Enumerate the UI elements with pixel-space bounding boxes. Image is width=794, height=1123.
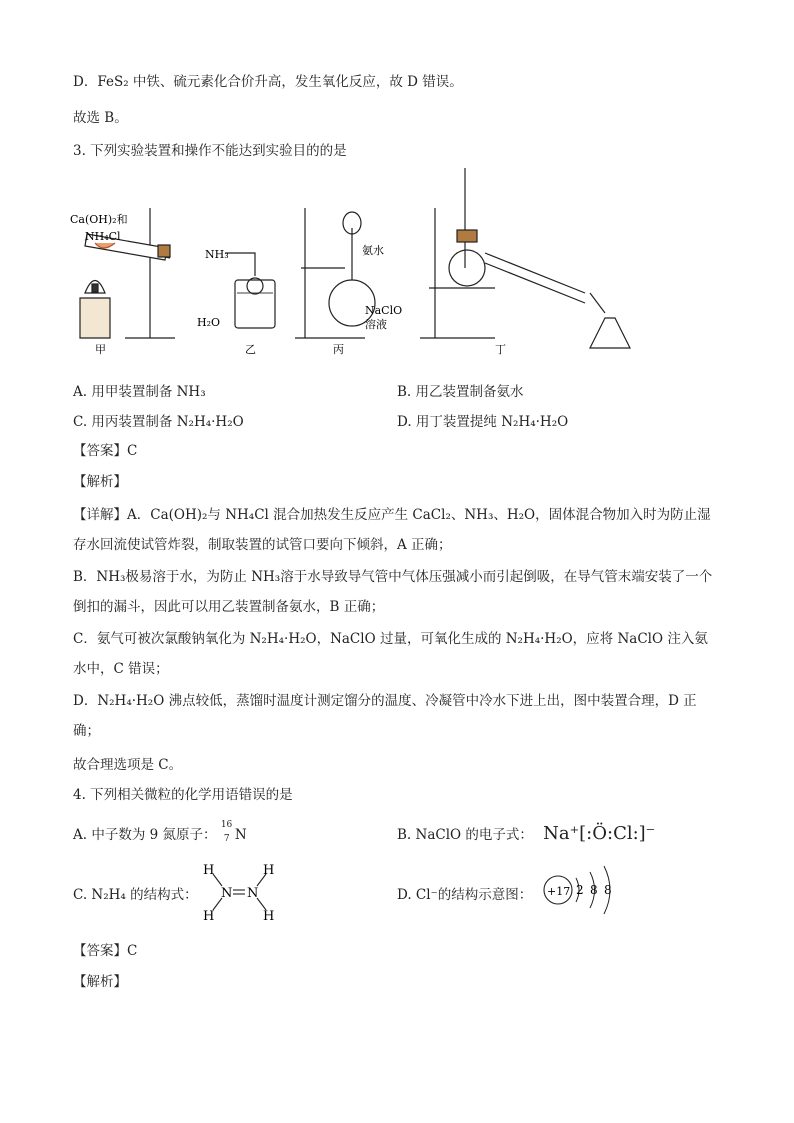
nucleus-charge: +17: [547, 885, 571, 898]
svg-text:N: N: [247, 886, 259, 901]
cl-ion-diagram: [540, 858, 620, 922]
q3-answer-line: [73, 441, 137, 461]
reagent-bottom-label: NH₄Cl: [85, 230, 121, 243]
svg-text:H: H: [263, 863, 275, 878]
hydrazine-structure: [195, 860, 275, 924]
nuclide-notation: 16 7 N: [220, 819, 247, 844]
svg-text:N: N: [221, 886, 233, 901]
q4-option-a: A. 中子数为 9 氮原子： 16 7 N: [73, 823, 249, 846]
q3-option-b: B. 用乙装置制备氨水: [397, 384, 524, 400]
svg-text:H: H: [263, 909, 275, 924]
label-bing: 丙: [333, 343, 344, 356]
anshui-label: 氨水: [362, 244, 384, 257]
svg-text:H: H: [203, 863, 215, 878]
reagent-top-label: Ca(OH)₂和: [70, 213, 128, 226]
shell-1: 2: [576, 883, 584, 897]
q4-analysis-tag: 【解析】: [73, 974, 127, 990]
label-jia: 甲: [95, 343, 106, 356]
answer-tag: 【答案】: [73, 943, 127, 959]
svg-text:H: H: [203, 909, 215, 924]
q4-option-c: C. N₂H₄ 的结构式：: [73, 887, 198, 903]
q3-analysis-tag: 【解析】: [73, 474, 127, 490]
shell-3: 8: [604, 883, 612, 897]
label-yi: 乙: [245, 343, 256, 356]
q2-conclusion: 故选 B。: [73, 110, 128, 126]
q2-option-d-text: D．FeS₂ 中铁、硫元素化合价升高，发生氧化反应，故 D 错误。: [73, 74, 463, 90]
answer-value: C: [127, 943, 138, 959]
q3-detail-b: B．NH₃极易溶于水，为防止 NH₃溶于水导致导气管中气体压强减小而引起倒吸，在导气管末端安装了一个倒扣的漏斗，因此可以用乙装置制备氨水，B 正确；: [73, 569, 713, 615]
q4-option-b: B. NaClO 的电子式： Na⁺[:Ö:Cl:]⁻: [397, 823, 656, 844]
label-ding: 丁: [495, 343, 506, 356]
rongye-label: 溶液: [365, 318, 387, 331]
q4-option-d: D. Cl⁻的结构示意图：: [397, 887, 533, 903]
apparatus-figure: [65, 168, 645, 358]
q4-answer-line: [73, 941, 137, 961]
q3-option-a: A. 用甲装置制备 NH₃: [73, 384, 206, 400]
answer-tag: 【答案】: [73, 443, 127, 459]
q3-detail-d: D．N₂H₄·H₂O 沸点较低，蒸馏时温度计测定馏分的温度、冷凝管中冷水下进上出，图中装置合理，D 正确；: [73, 693, 697, 739]
nh3-label: NH₃: [205, 248, 229, 261]
shell-2: 8: [590, 883, 598, 897]
q3-conclusion: 故合理选项是 C。: [73, 757, 183, 773]
q3-option-c: C. 用丙装置制备 N₂H₄·H₂O: [73, 414, 244, 430]
q3-detail-c: C．氨气可被次氯酸钠氧化为 N₂H₄·H₂O，NaClO 过量，可氧化生成的 N₂H₄·H₂O，应将 NaClO 注入氨水中，C 错误；: [73, 631, 708, 677]
q3-option-d: D. 用丁装置提纯 N₂H₄·H₂O: [397, 414, 569, 430]
answer-value: C: [127, 443, 138, 459]
h2o-label: H₂O: [197, 316, 221, 329]
q3-detail-a: 【详解】A．Ca(OH)₂与 NH₄Cl 混合加热发生反应产生 CaCl₂、NH₃、H₂O，固体混合物加入时为防止湿存水回流使试管炸裂，制取装置的试管口要向下倾斜，A 正确；: [73, 507, 711, 553]
naclo-label: NaClO: [365, 304, 403, 317]
electron-formula: Na⁺[:Ö:Cl:]⁻: [543, 823, 656, 844]
q3-stem: 3. 下列实验装置和操作不能达到实验目的的是: [73, 143, 347, 159]
q4-stem: 4. 下列相关微粒的化学用语错误的是: [73, 787, 293, 803]
